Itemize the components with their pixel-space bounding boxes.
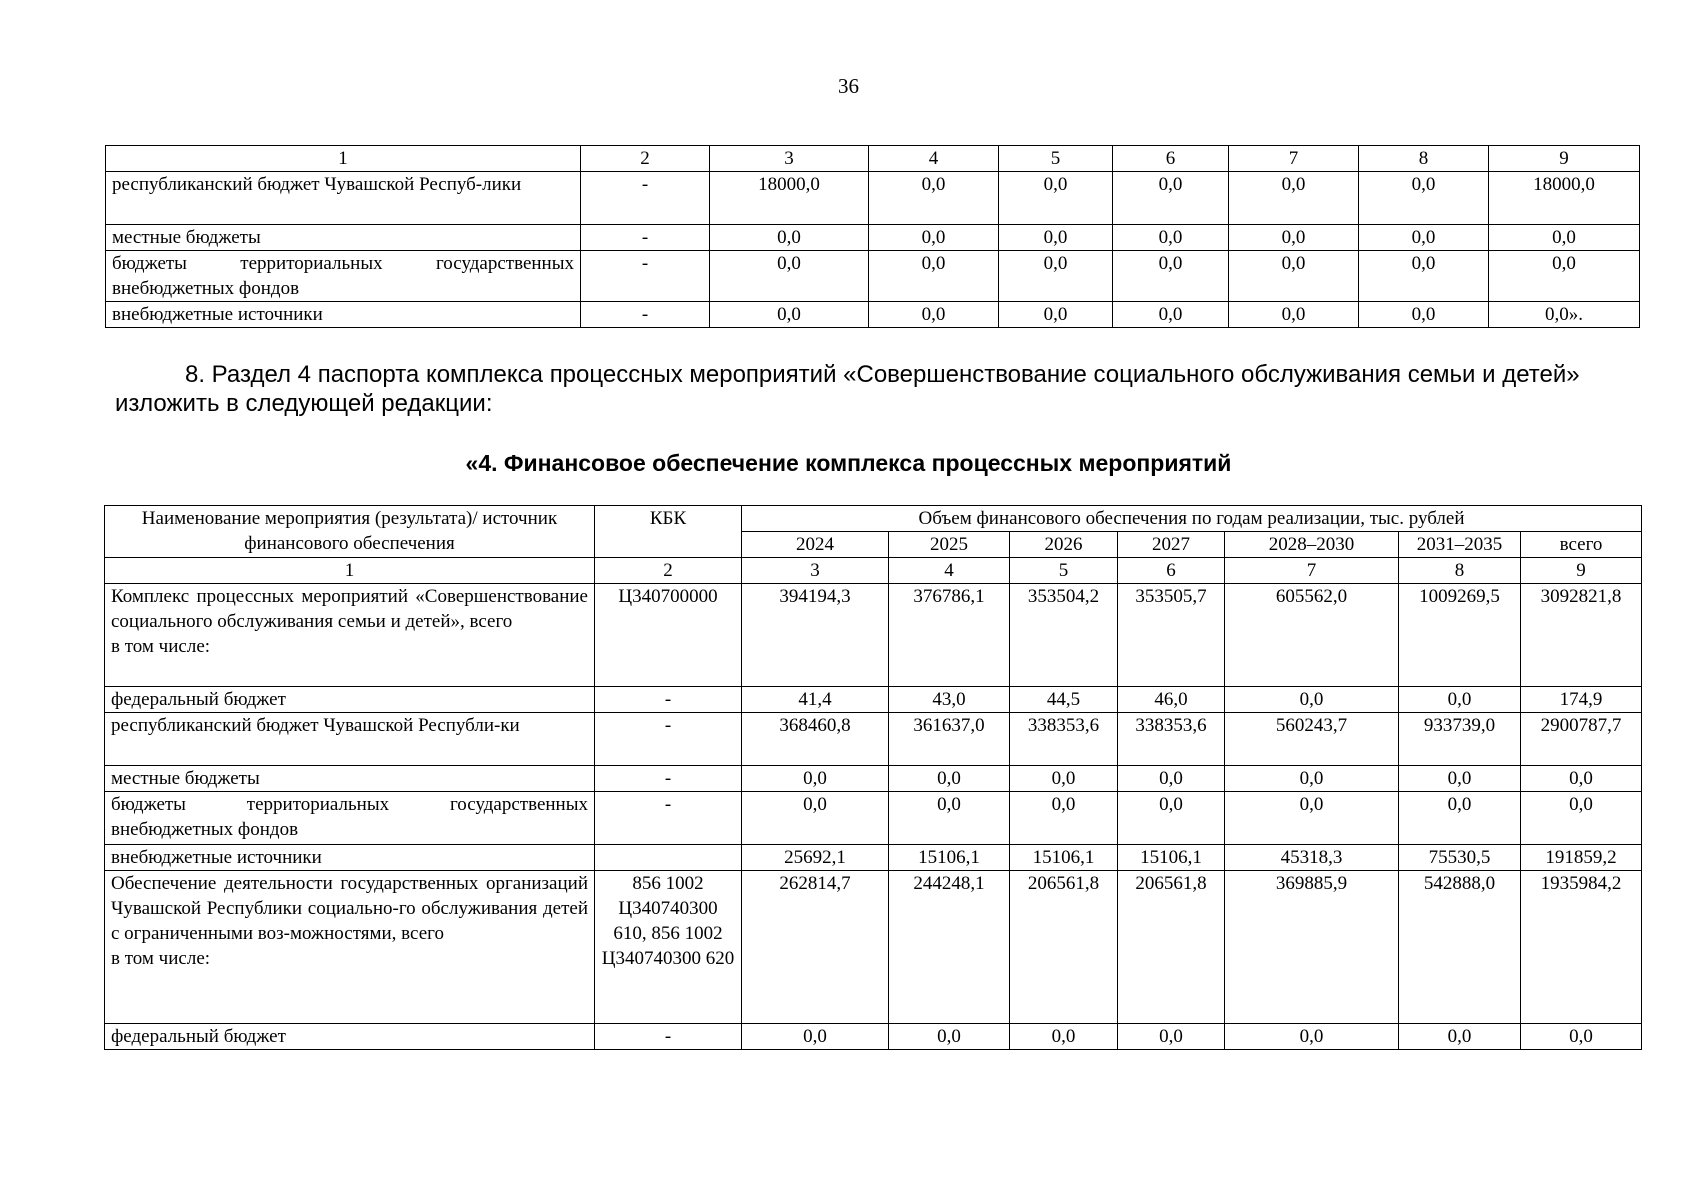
- value-cell: 338353,6: [1010, 713, 1118, 766]
- value-cell: 3092821,8: [1521, 584, 1642, 687]
- value-cell: 933739,0: [1399, 713, 1521, 766]
- value-cell: 0,0: [889, 766, 1010, 792]
- value-cell: 0,0: [1229, 251, 1359, 302]
- kbk-cell: -: [581, 172, 710, 225]
- measure-name: [105, 584, 595, 687]
- value-cell: 1935984,2: [1521, 871, 1642, 1024]
- value-cell: 368460,8: [742, 713, 889, 766]
- value-cell: 75530,5: [1399, 845, 1521, 871]
- table-row: [105, 766, 1642, 792]
- value-cell: 0,0: [1229, 225, 1359, 251]
- value-cell: 0,0: [1489, 225, 1640, 251]
- kbk-cell: -: [595, 713, 742, 766]
- value-cell: 0,0: [1118, 792, 1225, 845]
- value-cell: 45318,3: [1225, 845, 1399, 871]
- value-cell: 0,0: [1010, 766, 1118, 792]
- value-cell: 0,0: [1113, 302, 1229, 328]
- table-row: [105, 687, 1642, 713]
- kbk-cell: -: [595, 792, 742, 845]
- amendment-line: изложить в следующей редакции:: [115, 390, 493, 417]
- table2-header-row: [105, 506, 1642, 532]
- financing-table: [104, 505, 1642, 1050]
- year-cell: 2024: [742, 532, 889, 558]
- value-cell: 206561,8: [1010, 871, 1118, 1024]
- measure-title: Комплекс процессных мероприятий «Совершенствование социального обслуживания семьи и детей», всего: [111, 586, 588, 632]
- value-cell: 0,0: [1359, 251, 1489, 302]
- measure-subtitle: в том числе:: [111, 636, 211, 657]
- table2-numbers-row: [105, 558, 1642, 584]
- value-cell: 0,0: [1113, 251, 1229, 302]
- value-cell: 0,0: [1010, 1024, 1118, 1050]
- value-cell: 0,0: [1225, 1024, 1399, 1050]
- measure-subtitle: в том числе:: [111, 948, 211, 969]
- value-cell: 0,0: [1521, 766, 1642, 792]
- value-cell: 0,0: [710, 225, 869, 251]
- kbk-cell: -: [595, 687, 742, 713]
- table-row: [105, 792, 1642, 845]
- source-name: местные бюджеты: [106, 225, 581, 251]
- value-cell: 353505,7: [1118, 584, 1225, 687]
- value-cell: 174,9: [1521, 687, 1642, 713]
- kbk-cell: -: [581, 302, 710, 328]
- value-cell: 206561,8: [1118, 871, 1225, 1024]
- value-cell: 18000,0: [710, 172, 869, 225]
- value-cell: 15106,1: [889, 845, 1010, 871]
- table1-header-cell: 7: [1229, 146, 1359, 172]
- value-cell: 0,0: [999, 251, 1113, 302]
- table1-header-cell: 4: [869, 146, 999, 172]
- kbk-cell: -: [581, 251, 710, 302]
- value-cell: 0,0: [1113, 225, 1229, 251]
- value-cell: 0,0: [999, 225, 1113, 251]
- col-number-cell: 8: [1399, 558, 1521, 584]
- year-cell: 2028–2030: [1225, 532, 1399, 558]
- value-cell: 605562,0: [1225, 584, 1399, 687]
- kbk-cell: -: [595, 766, 742, 792]
- value-cell: 0,0: [1225, 766, 1399, 792]
- amendment-line: 8. Раздел 4 паспорта комплекса процессных мероприятий «Совершенствование социального обслуживания семьи и детей»: [185, 361, 1580, 388]
- value-cell: 394194,3: [742, 584, 889, 687]
- col-number-cell: 2: [595, 558, 742, 584]
- value-cell: 369885,9: [1225, 871, 1399, 1024]
- table-row: [106, 251, 1640, 302]
- value-cell: 353504,2: [1010, 584, 1118, 687]
- table1-header-cell: 9: [1489, 146, 1640, 172]
- year-cell: 2027: [1118, 532, 1225, 558]
- value-cell: 1009269,5: [1399, 584, 1521, 687]
- source-name: федеральный бюджет: [105, 687, 595, 713]
- table1-header-cell: 3: [710, 146, 869, 172]
- value-cell: 0,0: [869, 251, 999, 302]
- value-cell: 43,0: [889, 687, 1010, 713]
- year-cell: 2031–2035: [1399, 532, 1521, 558]
- value-cell: 0,0».: [1489, 302, 1640, 328]
- col-number-cell: 5: [1010, 558, 1118, 584]
- source-name: бюджеты территориальных государственных внебюджетных фондов: [106, 251, 581, 302]
- table-row: [105, 713, 1642, 766]
- source-name: внебюджетные источники: [105, 845, 595, 871]
- table1-header-cell: 6: [1113, 146, 1229, 172]
- table-row: [105, 1024, 1642, 1050]
- table-row: [106, 302, 1640, 328]
- value-cell: 0,0: [1359, 172, 1489, 225]
- value-cell: 244248,1: [889, 871, 1010, 1024]
- value-cell: 0,0: [1359, 302, 1489, 328]
- value-cell: 15106,1: [1118, 845, 1225, 871]
- value-cell: 262814,7: [742, 871, 889, 1024]
- value-cell: 0,0: [1010, 792, 1118, 845]
- header-name-cell: Наименование мероприятия (результата)/ источник финансового обеспечения: [105, 506, 595, 558]
- value-cell: 0,0: [1225, 687, 1399, 713]
- source-name: республиканский бюджет Чувашской Республи-ки: [105, 713, 595, 766]
- col-number-cell: 3: [742, 558, 889, 584]
- value-cell: 361637,0: [889, 713, 1010, 766]
- table-row: [105, 584, 1642, 687]
- header-kbk-cell: КБК: [595, 506, 742, 558]
- value-cell: 0,0: [710, 251, 869, 302]
- value-cell: 0,0: [869, 225, 999, 251]
- value-cell: 376786,1: [889, 584, 1010, 687]
- table-row: [105, 845, 1642, 871]
- table1-header-cell: 5: [999, 146, 1113, 172]
- amendment-paragraph: [115, 360, 1635, 418]
- value-cell: 0,0: [1399, 1024, 1521, 1050]
- value-cell: 542888,0: [1399, 871, 1521, 1024]
- kbk-cell: [595, 845, 742, 871]
- value-cell: 191859,2: [1521, 845, 1642, 871]
- kbk-cell: Ц340700000: [595, 584, 742, 687]
- value-cell: 0,0: [1521, 1024, 1642, 1050]
- value-cell: 0,0: [742, 766, 889, 792]
- value-cell: 41,4: [742, 687, 889, 713]
- value-cell: 0,0: [1521, 792, 1642, 845]
- value-cell: 25692,1: [742, 845, 889, 871]
- source-name: бюджеты территориальных государственных внебюджетных фондов: [105, 792, 595, 845]
- value-cell: 0,0: [869, 172, 999, 225]
- year-cell: всего: [1521, 532, 1642, 558]
- value-cell: 0,0: [742, 792, 889, 845]
- value-cell: 0,0: [869, 302, 999, 328]
- page-number: 36: [838, 74, 859, 98]
- col-number-cell: 7: [1225, 558, 1399, 584]
- table1-header-row: [106, 146, 1640, 172]
- value-cell: 2900787,7: [1521, 713, 1642, 766]
- value-cell: 0,0: [889, 1024, 1010, 1050]
- value-cell: 338353,6: [1118, 713, 1225, 766]
- year-cell: 2025: [889, 532, 1010, 558]
- table1-header-cell: 1: [106, 146, 581, 172]
- value-cell: 18000,0: [1489, 172, 1640, 225]
- kbk-cell: -: [581, 225, 710, 251]
- value-cell: 0,0: [710, 302, 869, 328]
- col-number-cell: 4: [889, 558, 1010, 584]
- measure-name: [105, 871, 595, 1024]
- kbk-cell: 856 1002 Ц340740300 610, 856 1002 Ц340740300 620: [595, 871, 742, 1024]
- kbk-cell: -: [595, 1024, 742, 1050]
- source-name: местные бюджеты: [105, 766, 595, 792]
- table1-header-cell: 8: [1359, 146, 1489, 172]
- value-cell: 0,0: [1118, 766, 1225, 792]
- table-row: [106, 225, 1640, 251]
- value-cell: 0,0: [1118, 1024, 1225, 1050]
- value-cell: 0,0: [999, 302, 1113, 328]
- value-cell: 0,0: [1359, 225, 1489, 251]
- table1-header-cell: 2: [581, 146, 710, 172]
- header-volume-cell: Объем финансового обеспечения по годам реализации, тыс. рублей: [742, 506, 1642, 532]
- value-cell: 560243,7: [1225, 713, 1399, 766]
- measure-title: Обеспечение деятельности государственных организаций Чувашской Республики социально-го обслуживания детей с ограниченными воз-можностями, всего: [111, 873, 588, 944]
- value-cell: 44,5: [1010, 687, 1118, 713]
- source-name: федеральный бюджет: [105, 1024, 595, 1050]
- value-cell: 0,0: [1229, 172, 1359, 225]
- source-name: республиканский бюджет Чувашской Респуб-лики: [106, 172, 581, 225]
- value-cell: 0,0: [1229, 302, 1359, 328]
- col-number-cell: 1: [105, 558, 595, 584]
- value-cell: 0,0: [742, 1024, 889, 1050]
- col-number-cell: 9: [1521, 558, 1642, 584]
- value-cell: 0,0: [1399, 766, 1521, 792]
- table-row: [106, 172, 1640, 225]
- col-number-cell: 6: [1118, 558, 1225, 584]
- year-cell: 2026: [1010, 532, 1118, 558]
- value-cell: 0,0: [1225, 792, 1399, 845]
- value-cell: 15106,1: [1010, 845, 1118, 871]
- value-cell: 0,0: [889, 792, 1010, 845]
- value-cell: 0,0: [1399, 792, 1521, 845]
- value-cell: 0,0: [1489, 251, 1640, 302]
- budget-table-continuation: [105, 145, 1640, 328]
- value-cell: 0,0: [1113, 172, 1229, 225]
- value-cell: 0,0: [1399, 687, 1521, 713]
- value-cell: 46,0: [1118, 687, 1225, 713]
- value-cell: 0,0: [999, 172, 1113, 225]
- source-name: внебюджетные источники: [106, 302, 581, 328]
- table-row: [105, 871, 1642, 1024]
- section-heading: «4. Финансовое обеспечение комплекса процессных мероприятий: [465, 450, 1232, 476]
